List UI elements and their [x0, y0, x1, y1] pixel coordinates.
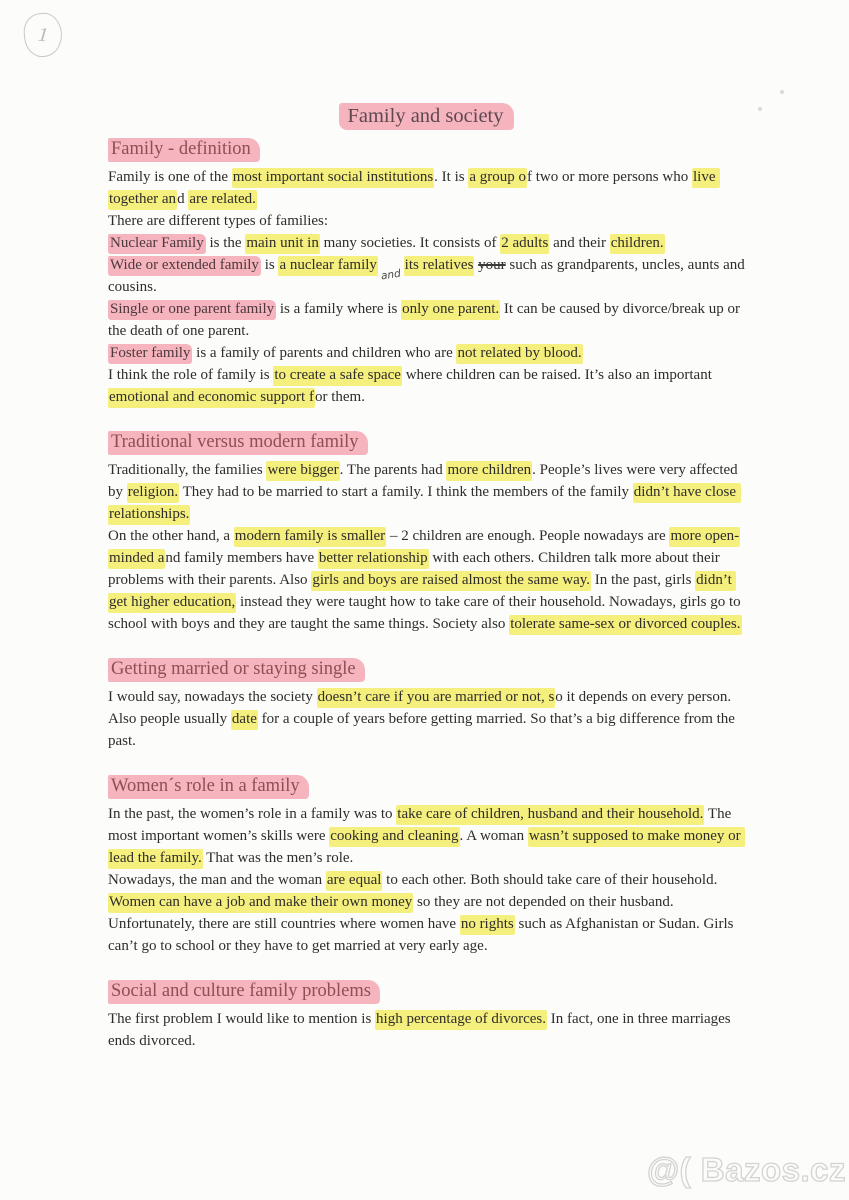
text-segment: The first problem I would like to mention is — [108, 1011, 376, 1027]
pink-highlighted-text: Wide or extended family — [108, 256, 261, 276]
pink-highlighted-text: Social and culture family problems — [108, 980, 380, 1004]
text-segment: . It is — [434, 169, 469, 185]
paragraph — [108, 232, 745, 254]
text-segment: instead they were taught how to take care of their household. Nowadays, girls go to school with boys and they are taught the same things. Society also — [108, 594, 745, 632]
yellow-highlighted-text: children. — [610, 234, 665, 254]
paragraph — [108, 686, 745, 752]
document-content — [108, 103, 749, 1052]
text-segment: nd family members have — [165, 550, 318, 566]
pink-highlighted-text: Family - definition — [108, 138, 260, 162]
yellow-highlighted-text: take care of children, husband and their household. — [396, 805, 704, 825]
paragraph — [108, 459, 745, 525]
scan-speck — [758, 107, 762, 111]
text-segment: is — [260, 257, 279, 273]
bazos-watermark: @( Bazos.cz — [646, 1151, 846, 1188]
yellow-highlighted-text: not related by blood. — [456, 344, 582, 364]
text-segment: for a couple of years before getting married. So that’s a big difference from the past. — [108, 711, 739, 749]
paragraph — [108, 913, 745, 957]
document-title — [108, 103, 745, 130]
text-segment: . People’s lives were very affected by — [108, 462, 742, 500]
yellow-highlighted-text: are equal — [326, 871, 383, 891]
text-segment: . A woman — [459, 828, 528, 844]
text-segment: In the past, girls — [591, 572, 696, 588]
yellow-highlighted-text: more children — [446, 461, 532, 481]
yellow-highlighted-text: more open-minded a — [108, 527, 740, 569]
pink-highlighted-text: Nuclear Family — [108, 234, 206, 254]
text-segment: They had to be married to start a family. I think the members of the family — [179, 484, 633, 500]
yellow-highlighted-text: a group o — [468, 168, 527, 188]
struck-through-text: your — [478, 257, 506, 273]
text-segment: so they are not depended on their husband. — [413, 894, 674, 910]
yellow-highlighted-text: to create a safe space — [273, 366, 402, 386]
yellow-highlighted-text: its relatives — [404, 256, 475, 276]
handwritten-page-number-circle — [22, 11, 64, 59]
yellow-highlighted-text: modern family is smaller — [234, 527, 386, 547]
text-segment: – 2 children are enough. People nowadays are — [386, 528, 670, 544]
document-blocks — [108, 137, 749, 1052]
text-segment: o it depends on every person. Also people usually — [108, 689, 735, 727]
text-segment: or them. — [314, 389, 365, 405]
yellow-highlighted-text: no rights — [460, 915, 515, 935]
paragraph — [108, 364, 745, 408]
text-segment: is a family of parents and children who are — [192, 345, 457, 361]
yellow-highlighted-text: 2 adults — [500, 234, 549, 254]
yellow-highlighted-text: only one parent. — [401, 300, 500, 320]
pink-highlighted-text: Foster family — [108, 344, 192, 364]
text-segment: Unfortunately, there are still countries where women have — [108, 916, 460, 932]
page-number: 1 — [36, 23, 50, 46]
pink-highlighted-text: Getting married or staying single — [108, 658, 365, 682]
text-segment: There are different types of families: — [108, 213, 329, 229]
paragraph — [108, 803, 745, 869]
text-segment: f two or more persons who — [527, 169, 692, 185]
section-heading — [108, 430, 745, 454]
text-segment: Family is one of the — [108, 169, 232, 185]
yellow-highlighted-text: doesn’t care if you are married or not, s — [317, 688, 556, 708]
yellow-highlighted-text: better relationship — [318, 549, 429, 569]
paragraph — [108, 166, 745, 210]
pink-highlighted-text: Traditional versus modern family — [108, 431, 368, 455]
section-heading — [108, 774, 745, 798]
text-segment: with each others. Children talk more about their problems with their parents. Also — [108, 550, 724, 588]
yellow-highlighted-text: cooking and cleaning — [329, 827, 459, 847]
paragraph — [108, 869, 745, 913]
paragraph — [108, 298, 745, 342]
text-segment: I would say, nowadays the society — [108, 689, 317, 705]
text-segment: where children can be raised. It’s also an important — [401, 367, 716, 383]
paragraph — [108, 1008, 745, 1052]
text-segment: . The parents had — [339, 462, 447, 478]
text-segment: It can be caused by divorce/break up or the death of one parent. — [108, 301, 744, 339]
text-segment: The most important women’s skills were — [108, 806, 735, 844]
text-segment: such as Afghanistan or Sudan. Girls can’t go to school or they have to get married at very early age. — [108, 916, 738, 954]
handwritten-insertion: and — [380, 267, 402, 283]
yellow-highlighted-text: most important social institutions — [232, 168, 434, 188]
yellow-highlighted-text: live together an — [108, 168, 720, 210]
text-segment: I think the role of family is — [108, 367, 274, 383]
yellow-highlighted-text: date — [231, 710, 258, 730]
scan-speck — [780, 90, 784, 94]
yellow-highlighted-text: high percentage of divorces. — [375, 1010, 547, 1030]
yellow-highlighted-text: religion. — [127, 483, 179, 503]
section-heading — [108, 979, 745, 1003]
paragraph — [108, 525, 745, 635]
text-segment: is the — [205, 235, 246, 251]
yellow-highlighted-text: were bigger — [266, 461, 339, 481]
section-heading — [108, 657, 745, 681]
paragraph — [108, 254, 749, 298]
text-segment: In fact, one in three marriages ends divorced. — [108, 1011, 735, 1049]
paragraph — [108, 342, 745, 364]
pink-highlighted-text: Single or one parent family — [108, 300, 276, 320]
text-segment: many societies. It consists of — [319, 235, 501, 251]
text-segment: to each other. Both should take care of their household. — [382, 872, 722, 888]
yellow-highlighted-text: are related. — [188, 190, 257, 210]
text-segment: such as grandparents, uncles, aunts and cousins. — [108, 257, 749, 295]
yellow-highlighted-text: didn’t get higher education, — [108, 571, 736, 613]
yellow-highlighted-text: didn’t have close relationships. — [108, 483, 741, 525]
text-segment: and their — [549, 235, 610, 251]
yellow-highlighted-text: emotional and economic support f — [108, 388, 315, 408]
section-heading — [108, 137, 745, 161]
text-segment: d — [177, 191, 189, 207]
paragraph — [108, 210, 745, 232]
text-segment: is a family where is — [276, 301, 402, 317]
yellow-highlighted-text: Women can have a job and make their own money — [108, 893, 413, 913]
text-segment: Traditionally, the families — [108, 462, 267, 478]
pink-highlighted-text: Women´s role in a family — [108, 775, 309, 799]
title-pink-highlight: Family and society — [339, 103, 513, 130]
text-segment: That was the men’s role. — [202, 850, 354, 866]
yellow-highlighted-text: wasn’t supposed to make money or lead the family. — [108, 827, 745, 869]
yellow-highlighted-text: main unit in — [245, 234, 320, 254]
yellow-highlighted-text: tolerate same-sex or divorced couples. — [509, 615, 741, 635]
text-segment: On the other hand, a — [108, 528, 234, 544]
yellow-highlighted-text: a nuclear family — [278, 256, 377, 276]
text-segment: Nowadays, the man and the woman — [108, 872, 326, 888]
yellow-highlighted-text: girls and boys are raised almost the same way. — [311, 571, 591, 591]
text-segment: In the past, the women’s role in a family was to — [108, 806, 397, 822]
